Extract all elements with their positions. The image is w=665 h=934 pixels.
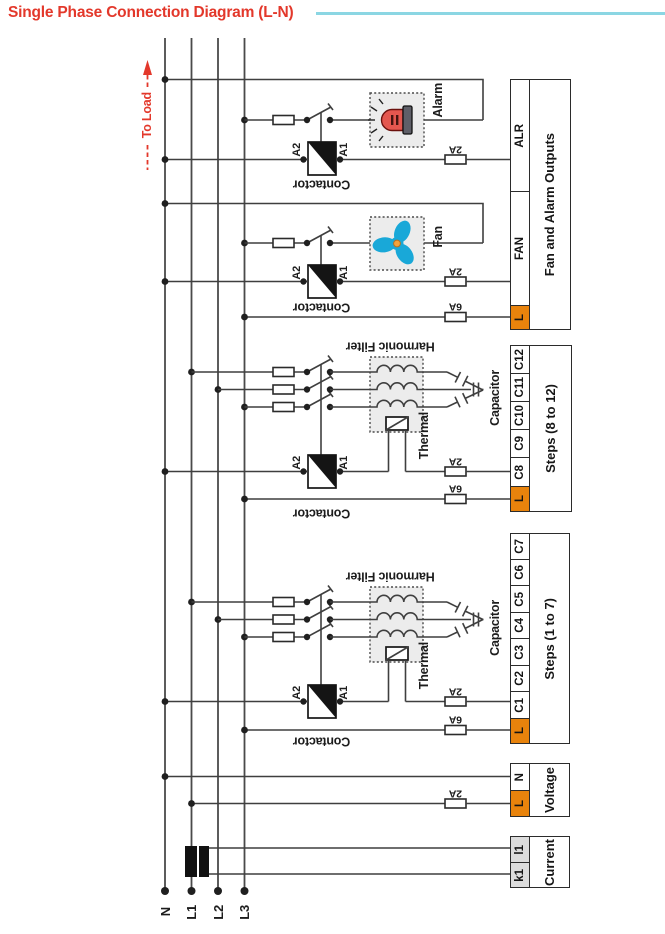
terminal-l: L [511, 487, 529, 511]
fuse [273, 239, 294, 248]
terminal-n: N [511, 764, 529, 791]
terminal-c12: C12 [511, 346, 529, 374]
capacitor-label: Capacitor [487, 369, 502, 426]
terminal-c9: C9 [511, 430, 529, 458]
terminal-alr: ALR [511, 80, 529, 192]
fuse [445, 155, 466, 164]
terminal-fan: FAN [511, 192, 529, 306]
terminal-c11: C11 [511, 374, 529, 402]
terminal-strip-steps-8-12 [510, 345, 530, 512]
capacitor-label: Capacitor [487, 599, 502, 656]
block-label-steps-8-12: Steps (8 to 12) [529, 345, 572, 512]
block-label-steps-1-7: Steps (1 to 7) [529, 533, 570, 744]
to-load-label: To Load [140, 91, 155, 139]
contactor-coil [308, 142, 336, 175]
contactor-coil [308, 265, 336, 298]
coil-terminal-a1: A1 [338, 685, 350, 700]
coil-terminal-a2: A2 [291, 265, 303, 280]
contact-switch [304, 586, 333, 641]
contactor-coil [308, 685, 336, 718]
coil-terminal-a1: A1 [338, 265, 350, 280]
coil-terminal-a2: A2 [291, 685, 303, 700]
coil-terminal-a1: A1 [338, 142, 350, 157]
thermal-contact [386, 647, 408, 702]
fuse-rating-2a: 2A [448, 685, 463, 698]
terminal-strip-fan-alarm [510, 79, 530, 330]
fuse-rating-2a: 2A [448, 143, 463, 156]
bus-label-l3: L3 [236, 904, 252, 920]
block-label-fan-alarm: Fan and Alarm Outputs [529, 79, 571, 330]
alarm-branch [162, 76, 510, 175]
contactor-label: Contactor [292, 177, 351, 192]
terminal-c7: C7 [511, 534, 529, 560]
terminal-c10: C10 [511, 402, 529, 430]
terminal-c2: C2 [511, 666, 529, 692]
fuse [445, 313, 466, 322]
bus-label-l2: L2 [210, 904, 226, 920]
fuse-rating-6a: 6A [448, 713, 463, 726]
fan-icon [370, 217, 424, 270]
fuse-rating-2a: 2A [448, 265, 463, 278]
alarm-label: Alarm [430, 82, 445, 118]
terminal-strip-current [510, 836, 530, 888]
terminal-c8: C8 [511, 458, 529, 487]
fuse-rating-2a: 2A [448, 787, 463, 800]
bus-label-l1: L1 [183, 904, 199, 920]
bus-label-n: N [157, 907, 173, 917]
contactor-label: Contactor [292, 734, 351, 749]
terminal-c3: C3 [511, 639, 529, 666]
thermal-label: Thermal [417, 412, 432, 460]
coil-terminal-a1: A1 [338, 455, 350, 470]
terminal-l: L [511, 791, 529, 816]
harmonic-filter-label: Harmonic Filter [345, 339, 435, 354]
terminal-l: L [511, 306, 529, 329]
thermal-label: Thermal [417, 642, 432, 690]
coil-terminal-a2: A2 [291, 455, 303, 470]
terminal-strip-steps-1-7 [510, 533, 530, 744]
harmonic-filter-label: Harmonic Filter [345, 569, 435, 584]
block-label-voltage: Voltage [529, 763, 570, 817]
fuse [273, 116, 294, 125]
fuse [445, 277, 466, 286]
fuse-rating-6a: 6A [448, 300, 463, 313]
terminal-l: L [511, 719, 529, 743]
terminal-c1: C1 [511, 692, 529, 719]
terminal-k1-ct: k1 [511, 863, 529, 887]
fan-label: Fan [430, 226, 445, 248]
terminal-c6: C6 [511, 560, 529, 586]
coil-terminal-a2: A2 [291, 142, 303, 157]
thermal-contact [386, 417, 408, 472]
bus-lines [161, 38, 249, 895]
contactor-coil [308, 455, 336, 488]
terminal-l1-ct: l1 [511, 837, 529, 863]
current-transformer [185, 846, 510, 877]
contactor-label: Contactor [292, 506, 351, 521]
terminal-c5: C5 [511, 586, 529, 613]
fuse-rating-6a: 6A [448, 482, 463, 495]
terminal-strip-voltage [510, 763, 530, 817]
contact-switch [304, 356, 333, 411]
contactor-label: Contactor [292, 300, 351, 315]
fuse-rating-2a: 2A [448, 455, 463, 468]
contact-switch [304, 104, 333, 124]
contact-switch [304, 227, 333, 247]
terminal-c4: C4 [511, 613, 529, 639]
alarm-icon [368, 93, 424, 147]
page-title: Single Phase Connection Diagram (L-N) [8, 4, 294, 21]
block-label-current: Current [529, 836, 570, 888]
